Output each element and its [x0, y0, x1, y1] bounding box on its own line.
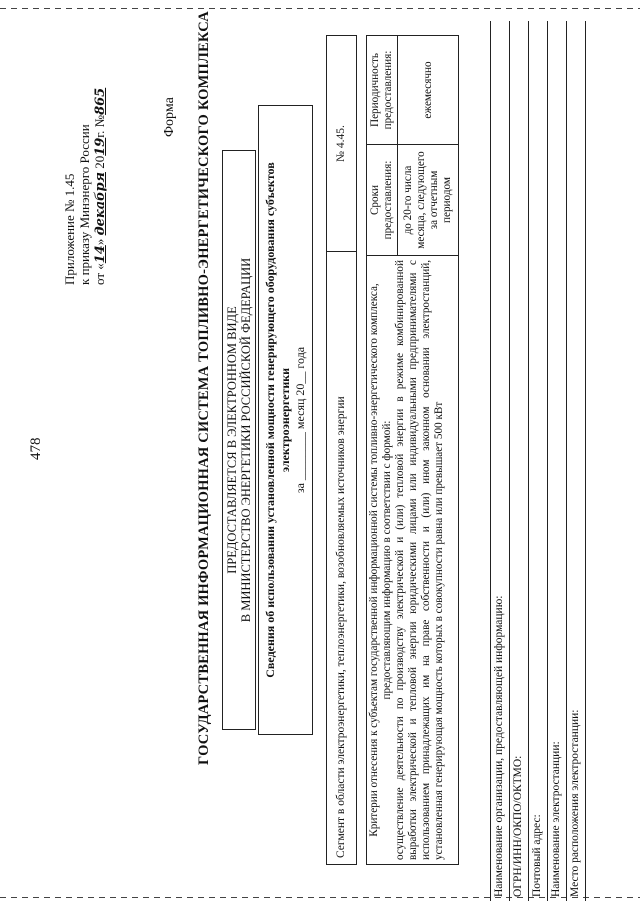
- form-label: Форма: [162, 97, 177, 137]
- handwritten-order-number: 865: [93, 87, 108, 115]
- period-suffix: года: [293, 346, 307, 369]
- period-month: месяц 20: [293, 383, 307, 430]
- criteria-body: осуществление деятельности по производству электрической и (или) тепловой энергии в режиме комбинированной выработки электрической и тепловой энергии юридическими лицами или индивидуальными предпринимателями с использованием принадлежащих им на праве собственности и (или) ином законном основании электростанций, установленная генерирующая мощность которых в совокупности равна или превышает 500 кВт: [394, 260, 445, 860]
- organization-fields: [490, 21, 586, 901]
- appendix-line-2: к приказу Минэнерго России: [77, 124, 92, 285]
- criteria-header: Критерии отнесения к субъектам государственной информационной системы топливно-энергетического комплекса, предоставляющим информацию в соответствии с формой:: [368, 283, 393, 837]
- deadline-header: Сроки предоставления:: [367, 145, 398, 255]
- main-title: ГОСУДАРСТВЕННАЯ ИНФОРМАЦИОННАЯ СИСТЕМА ТОПЛИВНО-ЭНЕРГЕТИЧЕСКОГО КОМПЛЕКСА: [196, 11, 212, 765]
- deadline-cell: [367, 145, 459, 256]
- handwritten-day: 14: [93, 245, 108, 264]
- submission-line-1: ПРЕДОСТАВЛЯЕТСЯ В ЭЛЕКТРОННОМ ВИДЕ: [225, 306, 239, 574]
- page-number: 478: [28, 437, 44, 460]
- power-station-location-field: Место расположения электростанции:: [567, 21, 586, 901]
- appendix-line-1: Приложение № 1.45: [62, 173, 77, 285]
- segment-table: [326, 35, 357, 865]
- power-station-name-field: Наименование электростанции:: [548, 21, 567, 901]
- submission-line-2: В МИНИСТЕРСТВО ЭНЕРГЕТИКИ РОССИЙСКОЙ ФЕДЕРАЦИИ: [239, 257, 253, 623]
- submission-text: [223, 151, 256, 730]
- period-header: Периодичность предоставления:: [367, 36, 398, 144]
- appendix-reference: [62, 35, 108, 285]
- handwritten-month: декабря: [93, 172, 108, 236]
- handwritten-year: 19: [93, 137, 108, 156]
- org-name-field: Наименование организации, предоставляющей информацию:: [491, 21, 510, 901]
- submission-box: [222, 150, 256, 730]
- period-value: ежемесячно: [422, 61, 434, 119]
- period-prefix: за: [293, 483, 307, 494]
- segment-number: № 4.45.: [327, 36, 357, 252]
- criteria-cell: [367, 256, 459, 865]
- criteria-table: [366, 35, 459, 865]
- date-mid: »: [92, 235, 107, 246]
- org-codes-field: ОГРН/ИНН/ОКПО/ОКТМО:: [510, 21, 529, 901]
- report-title-cell: [259, 106, 313, 735]
- postal-address-field: Почтовый адрес:: [529, 21, 548, 901]
- segment-label: Сегмент в области электроэнергетики, теплоэнергетики, возобновляемых источников энергии: [327, 252, 357, 865]
- report-title: Сведения об использовании установленной мощности генерирующего оборудования субъектов электроэнергетики: [263, 162, 292, 678]
- appendix-line-3: [92, 35, 108, 285]
- report-title-box: [258, 105, 313, 735]
- period-cell: [367, 36, 459, 145]
- date-prefix: от «: [92, 263, 107, 285]
- date-suffix: г. №: [92, 114, 107, 138]
- deadline-value: до 20-го числа месяца, следующего за отчетным периодом: [402, 151, 453, 249]
- report-period-line: за ________ месяц 20__ года: [293, 346, 307, 494]
- date-year: 20: [92, 155, 107, 173]
